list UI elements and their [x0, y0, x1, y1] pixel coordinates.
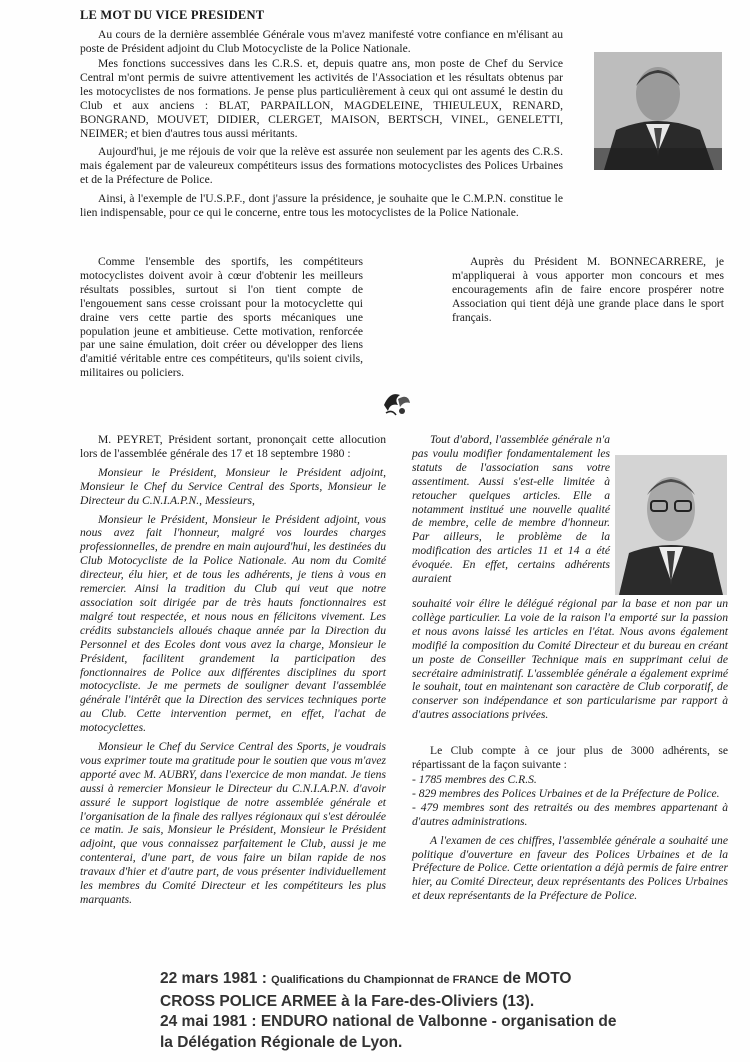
announcement-2: 24 mai 1981 : ENDURO national de Valbonne - organisation de [160, 1013, 617, 1030]
right-paragraph-wide: souhaité voir élire le délégué régional par la base et non par un collège particulier. La voie de la raison l'a emporté sur la passion et nous avons laissé les articles en l'état. Nous avons également modifié la composition du Comité Directeur et du bureau en créant un poste de Conseiller Technique mais en supprimant celui de secrétaire administratif. L'assemblée générale a également exprimé le souhait, tout en maintenant son caractère de Club corporatif, de conserver son indépendance et son particularisme par rapport à d'autres associations privées. [412, 597, 728, 722]
top-paragraph-2: Mes fonctions successives dans les C.R.S. et, depuis quatre ans, mon poste de Chef du Service Central m'ont permis de suivre attentivement les activités de l'Association et les résultats obtenus par les motocyclistes de nos formations. Je pense plus particulièrement à ceux qui ont assumé le destin du Club et aux anciens : BLAT, PARPAILLON, MAGDELEINE, THIEULEUX, RENARD, BONGRAND, MOUVET, DIDIER, CLERGET, MAISON, BERTSCH, VINEL, GENELETTI, NEIMER; et bien d'autres tous aussi méritants. [80, 57, 563, 140]
left-paragraph-3: Monsieur le Chef du Service Central des Sports, je voudrais vous exprimer toute ma gratitude pour le soutien que vous m'avez apporté avec M. AUBRY, dans l'exercice de mon mandat. Je tiens aussi à remercier Monsieur le Directeur du C.N.I.A.P.N. d'avoir assuré le support logistique de notre assemblée générale et l'organisation de la finale des rallyes régionaux qui s'est déroulée ce matin. Je sais, Monsieur le Président, Monsieur le Président adjoint, que vous connaissez parfaitement le Club, aussi je me contenterai, d'une part, de vous faire un bilan rapide de nos travaux d'hier et d'autre part, de vous présenter individuellement les membres du Comité Directeur et les compétiteurs les plus marquants. [80, 740, 386, 906]
right-final-paragraph: A l'examen de ces chiffres, l'assemblée générale a souhaité une politique d'ouverture en faveur des Polices Urbaines et de la Préfecture de Police. Cette orientation a déjà permis de faire entrer hier, au Comité Directeur, deux représentants des Polices Urbaines et deux représentants de la Préfecture de Police. [412, 833, 728, 903]
top-left-paragraph: Comme l'ensemble des sportifs, les compétiteurs motocyclistes doivent avoir à cœur d'obtenir les meilleurs résultats possibles, surtout si l'on tient compte de l'engouement sans cesse croissant pour la motocyclette qui draine vers cette partie des sports mécaniques une population jeune et ambitieuse. Cette motivation, renforcée par une saine émulation, doit créer ou développer des liens d'amitié véritable entre ces compétiteurs, qu'ils soient civils, militaires ou policiers. [80, 255, 363, 380]
ornament-icon [380, 385, 414, 419]
right-column-bottom [412, 597, 728, 908]
president-photo [615, 455, 727, 595]
announcement-2-cont: la Délégation Régionale de Lyon. [160, 1033, 403, 1051]
left-intro: M. PEYRET, Président sortant, prononçait cette allocution lors de l'assemblée générale des 17 et 18 septembre 1980 : [80, 433, 386, 460]
left-paragraph-2: Monsieur le Président, Monsieur le Président adjoint, vous nous avez fait l'honneur, malgré vos lourdes charges professionnelles, de prendre en main aujourd'hui, les destinées du Club Motocycliste de la Police Nationale. Au nom du Comité directeur, élu hier, et de tous les adhérents, je tiens à vous en remercier. Ainsi la tradition du Club qui veut que notre association soit dirigée par de très hauts fonctionnaires est malgré tout respectée, et nous nous en félicitons vivement. Les crédits substanciels alloués chaque année par la Direction du Personnel et des Ecoles dont vous avez la charge, Monsieur le Président, facilitent grandement la participation des fonctionnaires de Police aux différentes disciplines du sport motocycliste. Je me permets de souligner devant l'assemblée générale l'intérêt que la Direction des services techniques porte au Club. Cette intervention permet, en effet, l'achat de motocyclettes. [80, 512, 386, 735]
top-body [80, 57, 563, 225]
list-item: - 829 membres des Polices Urbaines et de la Préfecture de Police. [412, 786, 720, 800]
announcements [160, 970, 730, 1054]
top-paragraph-3: Aujourd'hui, je me réjouis de voir que la relève est assurée non seulement par les agents des C.R.S. mais également par de valeureux compétiteurs issus des formations motocyclistes des Polices Urbaines et de la Préfecture de Police. [80, 145, 563, 187]
left-column [80, 433, 386, 912]
top-right-paragraph: Auprès du Président M. BONNECARRERE, je m'appliquerai à vous apporter mon concours et mes encouragements afin de faire encore prospérer notre Association qui tient déjà une grande place dans le sport français. [452, 255, 724, 324]
top-paragraph-4: Ainsi, à l'exemple de l'U.S.P.F., dont j'assure la présidence, je souhaite que le C.M.P.N. constitue le lien indispensable, pour ce qui le concerne, entre tous les motocyclistes de la Police Nationale. [80, 192, 563, 220]
left-paragraph-1: Monsieur le Président, Monsieur le Président adjoint, Monsieur le Chef du Service Central des Sports, Monsieur le Directeur du C.N.I.A.P.N., Messieurs, [80, 465, 386, 507]
vice-president-photo [594, 52, 722, 170]
right-paragraph-narrow: Tout d'abord, l'assemblée générale n'a pas voulu modifier fondamentalement les statuts de l'association sans votre assentiment. Aussi s'est-elle limitée à retoucher quelques articles. Elle a notamment institué une nouvelle qualité de membre, celle de membre d'honneur. Par ailleurs, le problème de la modification des articles 11 et 14 a été évoquée. En effet, certains adhérents auraient [412, 433, 610, 586]
article-title: LE MOT DU VICE PRESIDENT [80, 8, 265, 22]
club-intro: Le Club compte à ce jour plus de 3000 adhérents, se répartissant de la façon suivante : [412, 744, 728, 772]
list-item: - 1785 membres des C.R.S. [412, 772, 537, 786]
right-column-top [412, 433, 610, 591]
member-list [412, 773, 728, 829]
list-item: - 479 membres sont des retraités ou des membres appartenant à d'autres administrations. [412, 800, 728, 828]
announcement-1-cont: CROSS POLICE ARMEE à la Fare-des-Oliviers (13). [160, 992, 535, 1010]
top-paragraph-1: Au cours de la dernière assemblée Générale vous m'avez manifesté votre confiance en m'élisant au poste de Président adjoint du Club Motocycliste de la Police Nationale. [80, 28, 563, 55]
top-intro [80, 28, 563, 61]
announcement-1: 22 mars 1981 : Qualifications du Championnat de FRANCE de MOTO [160, 970, 572, 987]
